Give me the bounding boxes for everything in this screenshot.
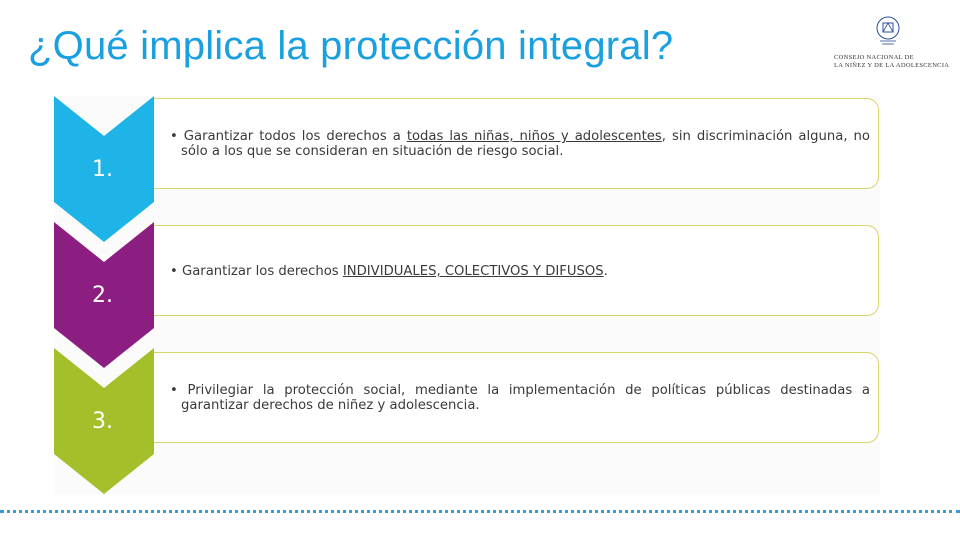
step-2-text <box>170 264 870 279</box>
step-2-chevron <box>54 222 154 368</box>
step-3-text <box>170 383 870 413</box>
step-1-text-underlined: todas las niñas, niños y adolescentes <box>406 129 662 144</box>
logo-line-2: LA NIÑEZ Y DE LA ADOLESCENCIA <box>834 62 950 69</box>
bullet: • <box>170 383 178 398</box>
logo-text <box>834 54 950 70</box>
footer-dotted-rule <box>0 510 960 513</box>
step-3-chevron <box>54 348 154 494</box>
step-2-text-underlined: INDIVIDUALES, COLECTIVOS Y DIFUSOS <box>342 264 604 279</box>
step-3-text-a: Privilegiar la protección social, mediante la implementación de políticas públicas destinadas a garantizar derechos de niñez y adolescencia. <box>181 383 870 413</box>
step-1-box <box>154 98 879 189</box>
logo-line-1: CONSEJO NACIONAL DE <box>834 54 914 61</box>
step-2-text-b: . <box>603 264 608 279</box>
step-1-number: 1. <box>92 157 113 182</box>
step-2-box <box>154 225 879 316</box>
coat-of-arms-icon <box>874 14 902 48</box>
step-3-number: 3. <box>92 409 113 434</box>
step-1-text-a: Garantizar todos los derechos a <box>183 129 407 144</box>
bullet: • <box>170 264 178 279</box>
step-1-text <box>170 129 870 159</box>
step-3-box <box>154 352 879 443</box>
bullet: • <box>170 129 178 144</box>
step-1-text-b: , sin discriminación alguna, no sólo a los que se consideran en situación de riesgo social. <box>181 129 870 159</box>
step-1-chevron <box>54 96 154 242</box>
institution-logo <box>828 10 950 80</box>
slide-title: ¿Qué implica la protección integral? <box>28 24 674 68</box>
step-2-text-a: Garantizar los derechos <box>181 264 343 279</box>
step-2-number: 2. <box>92 283 113 308</box>
